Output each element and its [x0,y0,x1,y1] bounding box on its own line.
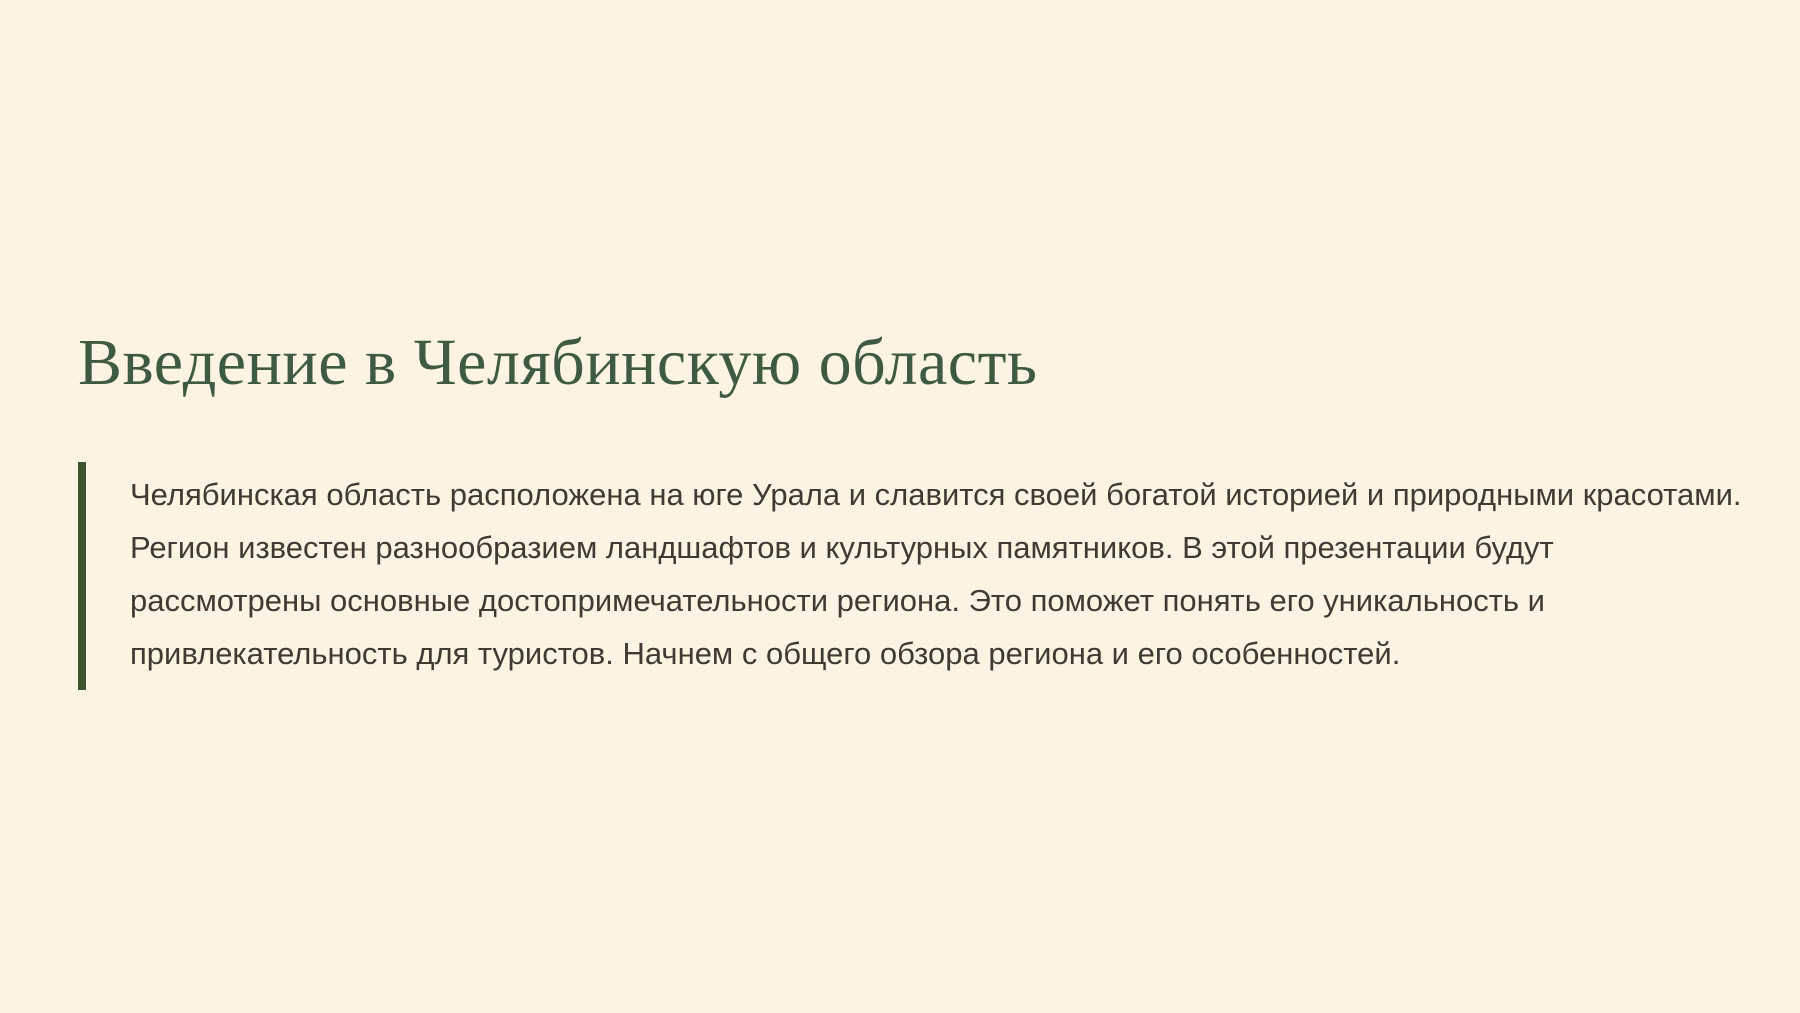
quote-block [78,462,1742,690]
paragraph-line: рассмотрены основные достопримечательности региона. Это поможет понять его уникальность и [130,583,1545,618]
slide-title: Введение в Челябинскую область [78,326,1038,399]
paragraph-line: Челябинская область расположена на юге Урала и славится своей богатой историей и природными красотами. [130,477,1742,512]
paragraph-line: привлекательность для туристов. Начнем с общего обзора региона и его особенностей. [130,636,1401,671]
slide-body-paragraph [130,468,1742,680]
paragraph-line: Регион известен разнообразием ландшафтов и культурных памятников. В этой презентации будут [130,530,1554,565]
